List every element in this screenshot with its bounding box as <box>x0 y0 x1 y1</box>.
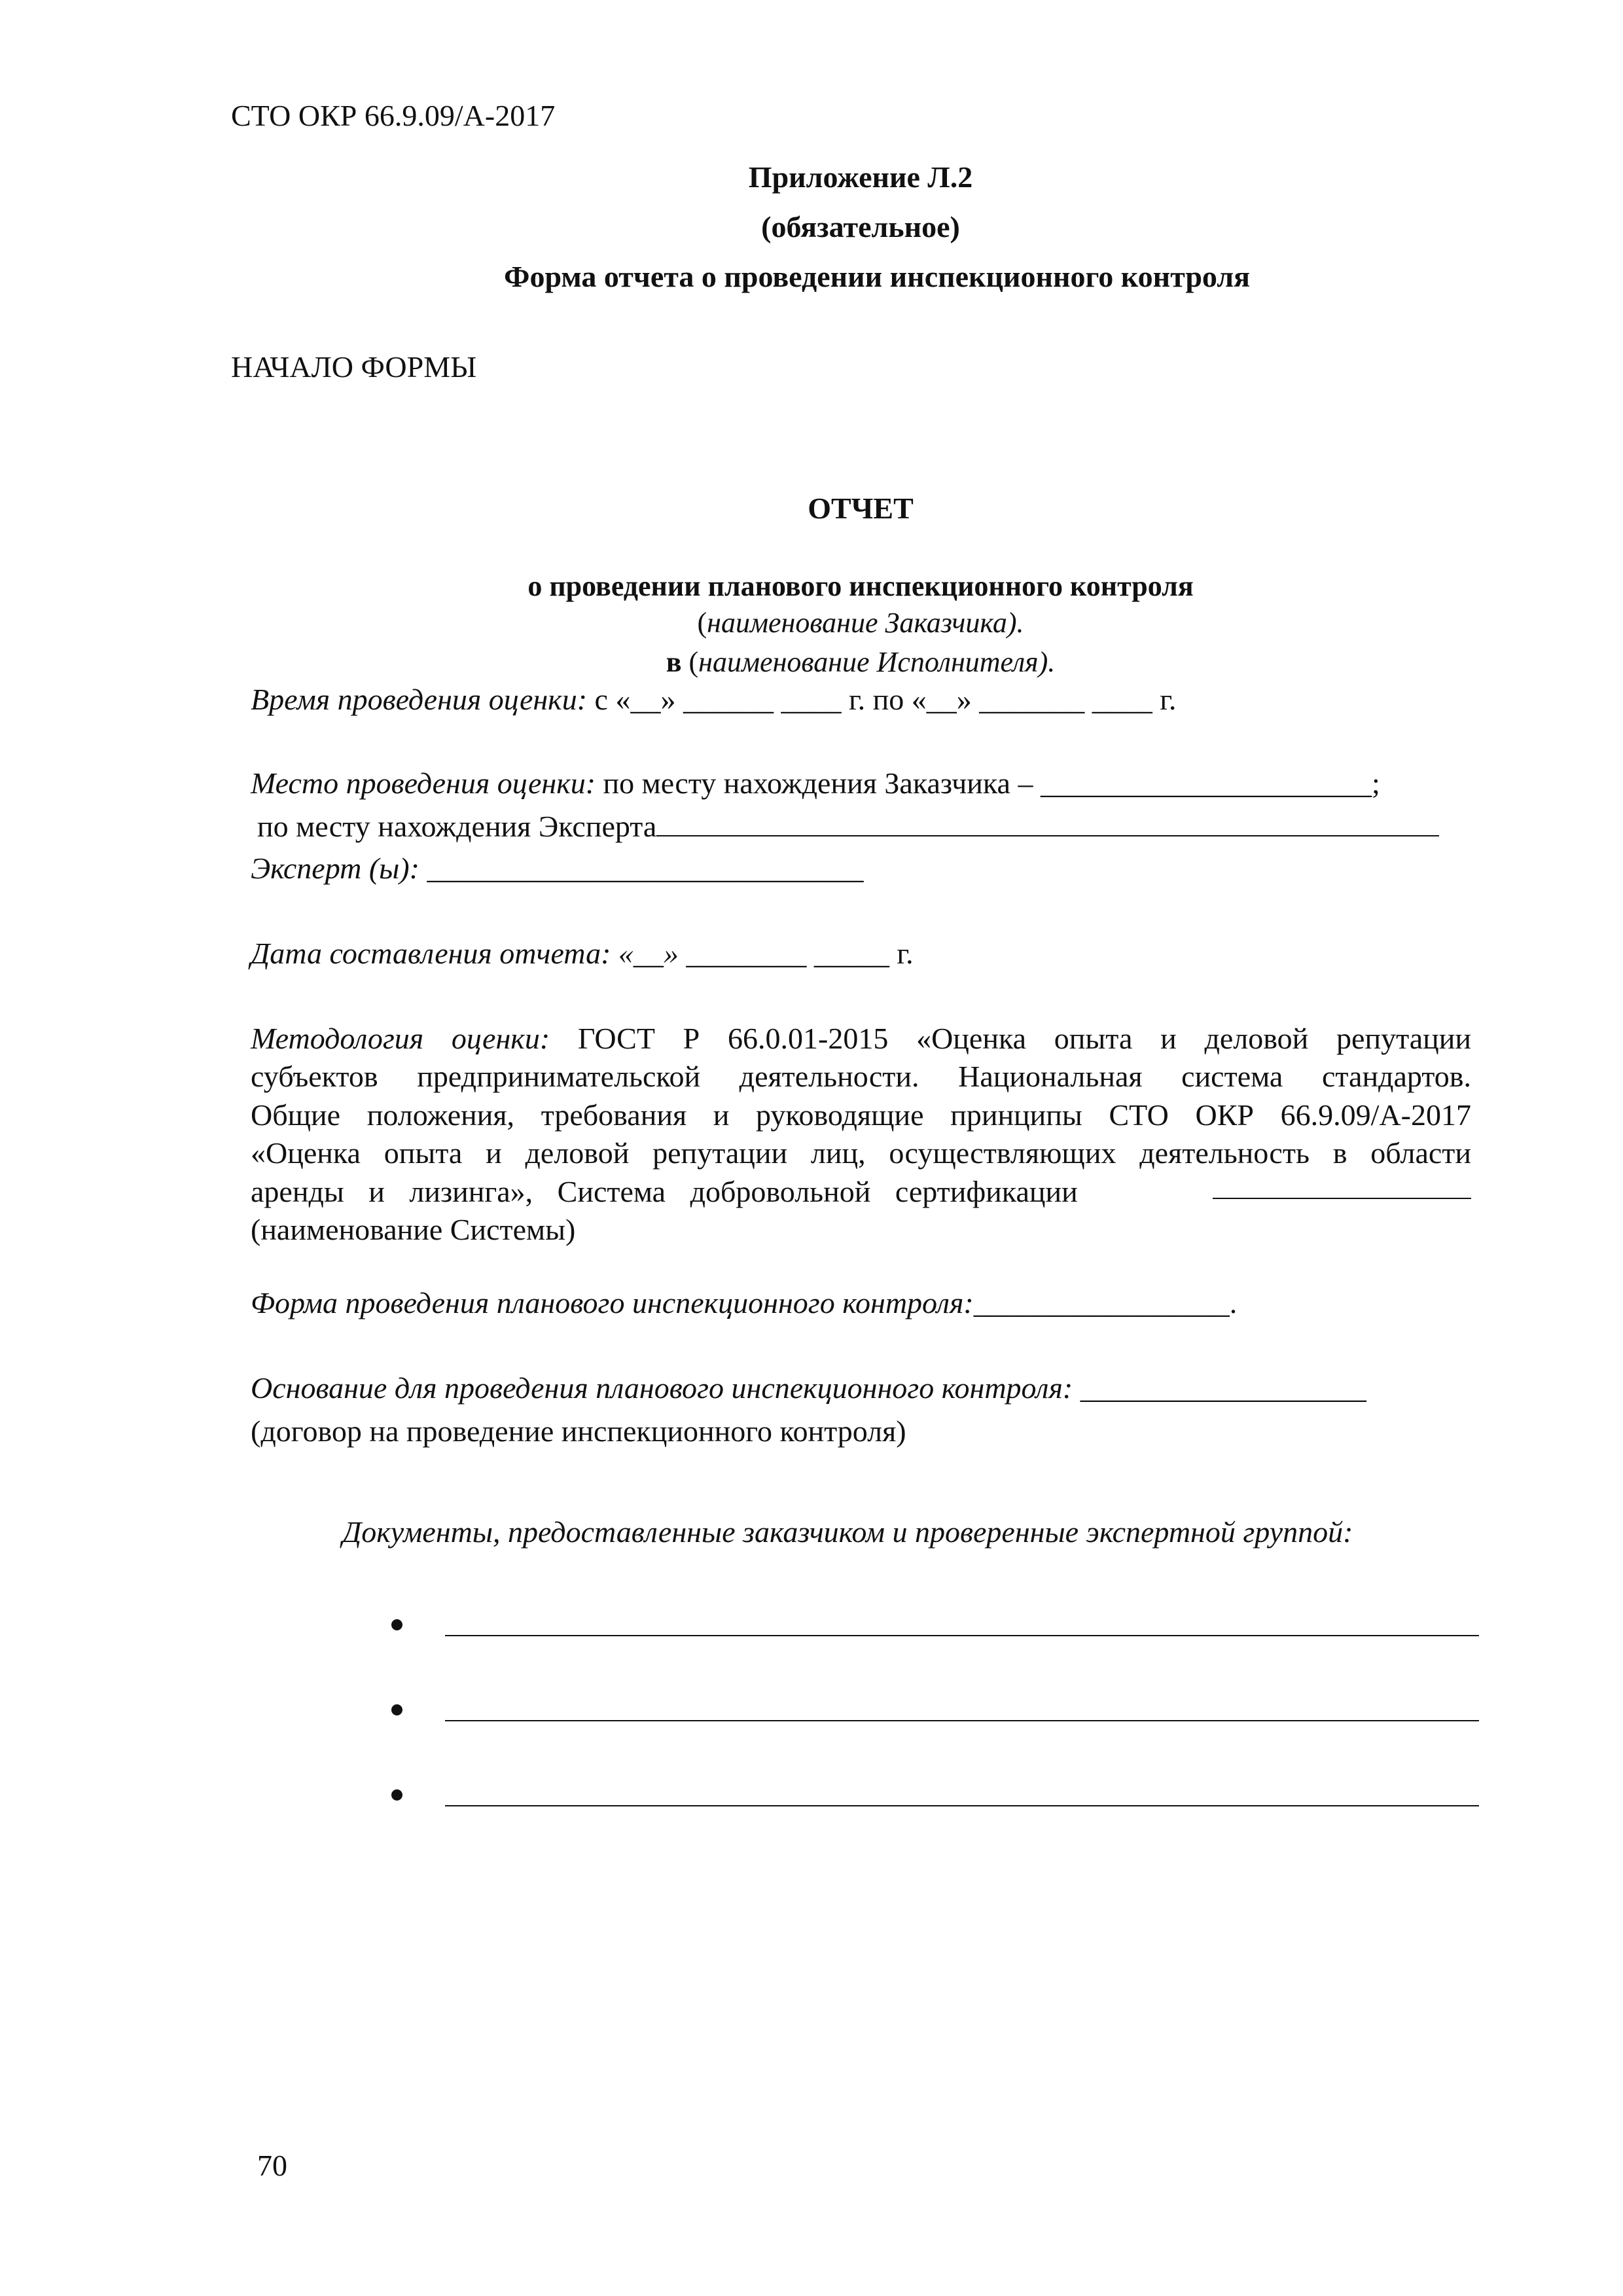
control-basis-note: (договор на проведение инспекционного контроля) <box>251 1414 906 1448</box>
document-list-item <box>391 1780 1479 1820</box>
methodology-line-5: аренды и лизинга», Система добровольной сертификации <box>251 1173 1471 1211</box>
performer-placeholder: в (наименование Исполнителя). <box>666 646 1056 678</box>
assessment-time-field: Время проведения оценки: с «__» ______ ____ г. по «__» _______ ____ г. <box>251 683 1177 716</box>
control-basis-field: Основание для проведения планового инспекционного контроля: ___________________ <box>251 1371 1366 1405</box>
document-list-item <box>391 1610 1479 1649</box>
expert-location-blank <box>656 812 1439 836</box>
methodology-block <box>251 1020 1471 1249</box>
appendix-status: (обязательное) <box>761 210 960 243</box>
document-code: СТО ОКР 66.9.09/А-2017 <box>231 99 556 132</box>
report-date-field: Дата составления отчета: «__» ________ _____ г. <box>251 937 914 970</box>
report-heading: ОТЧЕТ <box>808 492 914 525</box>
bullet-icon <box>391 1789 402 1801</box>
page-number: 70 <box>257 2149 287 2182</box>
assessment-place-field: Место проведения оценки: по месту нахождения Заказчика – ______________________; <box>251 766 1380 800</box>
methodology-line-6: (наименование Системы) <box>251 1213 576 1247</box>
methodology-line-4: «Оценка опыта и деловой репутации лиц, осуществляющих деятельность в области <box>251 1136 1471 1170</box>
expert-location-field: по месту нахождения Эксперта <box>257 808 1471 846</box>
form-title: Форма отчета о проведении инспекционного контроля <box>503 260 1251 293</box>
form-start-label: НАЧАЛО ФОРМЫ <box>231 350 477 384</box>
documents-heading: Документы, предоставленные заказчиком и проверенные экспертной группой: <box>342 1515 1353 1549</box>
document-blank-line <box>445 1805 1479 1806</box>
customer-placeholder: (наименование Заказчика). <box>697 607 1024 639</box>
bullet-icon <box>391 1704 402 1715</box>
appendix-title: Приложение Л.2 <box>748 160 973 194</box>
document-blank-line <box>445 1720 1479 1721</box>
methodology-line-1: Методология оценки: ГОСТ Р 66.0.01-2015 «Оценка опыта и деловой репутации <box>251 1022 1472 1055</box>
methodology-line-3: Общие положения, требования и руководящие принципы СТО ОКР 66.9.09/А-2017 <box>251 1098 1471 1132</box>
bullet-icon <box>391 1619 402 1630</box>
methodology-line-2: субъектов предпринимательской деятельности. Национальная система стандартов. <box>251 1060 1471 1094</box>
control-form-field: Форма проведения планового инспекционного контроля:_________________. <box>251 1286 1238 1319</box>
report-subheading: о проведении планового инспекционного контроля <box>527 570 1194 602</box>
document-blank-line <box>445 1635 1479 1636</box>
document-list-item <box>391 1695 1479 1734</box>
expert-field: Эксперт (ы): _____________________________ <box>251 852 864 885</box>
certification-system-blank <box>1213 1174 1471 1199</box>
